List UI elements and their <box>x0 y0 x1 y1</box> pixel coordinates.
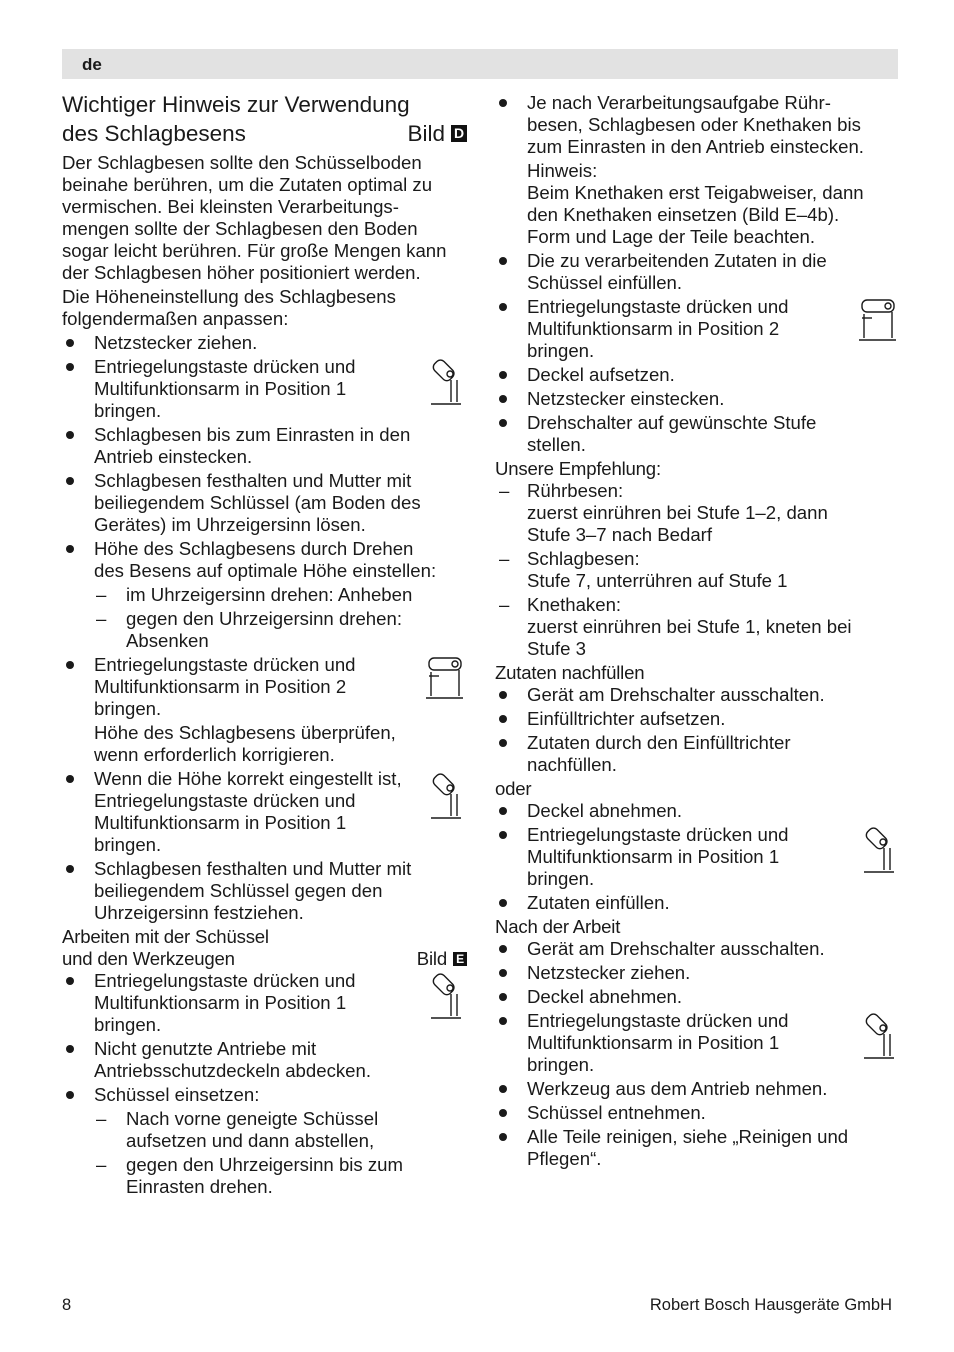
figure-letter-d: D <box>451 125 467 142</box>
text-line: Multifunktionsarm in Position 1 <box>94 992 347 1013</box>
text-line: Zutaten einfüllen. <box>527 892 670 913</box>
text-line: Höhe des Schlagbesens überprüfen, <box>94 722 396 743</box>
text-line: Form und Lage der Teile beachten. <box>527 226 816 247</box>
text-line: bringen. <box>527 1054 595 1075</box>
list-item <box>495 1102 900 1124</box>
text-line: Schüssel entnehmen. <box>527 1102 706 1123</box>
text-line: – Knethaken: <box>527 594 622 615</box>
list-item <box>495 1010 900 1076</box>
dash-item <box>495 548 900 592</box>
figure-reference-e <box>417 948 467 970</box>
text-line: bringen. <box>94 834 162 855</box>
dash-item <box>62 584 467 606</box>
text-line: Netzstecker ziehen. <box>527 962 691 983</box>
section-heading-empfehlung: Unsere Empfehlung: <box>495 458 661 479</box>
section-heading-nach-der-arbeit: Nach der Arbeit <box>495 916 621 937</box>
left-column <box>62 88 467 1200</box>
text-line: Entriegelungstaste drücken und <box>527 824 789 845</box>
text-line: Deckel aufsetzen. <box>527 364 675 385</box>
language-label: de <box>82 55 102 74</box>
text-line: Gerätes) im Uhrzeigersinn lösen. <box>94 514 366 535</box>
text-line: Der Schlagbesen sollte den Schüsselboden <box>62 152 422 173</box>
section-heading-nachfuellen: Zutaten nachfüllen <box>495 662 645 683</box>
text-line: vermischen. Bei kleinsten Verarbeitungs- <box>62 196 399 217</box>
text-line: wenn erforderlich korrigieren. <box>94 744 335 765</box>
list-item <box>495 1078 900 1100</box>
list-item <box>495 986 900 1008</box>
list-item <box>62 1038 467 1082</box>
right-column <box>495 92 900 1172</box>
text-line: besen, Schlagbesen oder Knethaken bis <box>527 114 861 135</box>
text-line: Multifunktionsarm in Position 2 <box>94 676 347 697</box>
list-item <box>495 364 900 386</box>
text-line: zum Einrasten in den Antrieb einstecken. <box>527 136 864 157</box>
figure-reference-d <box>407 119 467 148</box>
text-line: Multifunktionsarm in Position 2 <box>527 318 780 339</box>
text-line: stellen. <box>527 434 586 455</box>
section-heading-schuessel <box>62 926 467 970</box>
text-line: Pflegen“. <box>527 1148 602 1169</box>
text-line: bringen. <box>94 698 162 719</box>
list-item <box>495 684 900 706</box>
text-line: Drehschalter auf gewünschte Stufe <box>527 412 817 433</box>
text-line: Absenken <box>126 630 209 651</box>
list-item <box>495 732 900 776</box>
list-item <box>495 938 900 960</box>
list-item <box>62 332 467 354</box>
list-item <box>495 962 900 984</box>
text-line: Stufe 3 <box>527 638 586 659</box>
arm-position-1-icon <box>862 1012 898 1062</box>
text-line: Entriegelungstaste drücken und <box>94 356 356 377</box>
text-line: beiliegendem Schlüssel gegen den <box>94 880 383 901</box>
list-item <box>495 708 900 730</box>
list-item <box>495 800 900 822</box>
text-line: – Schlagbesen: <box>527 548 640 569</box>
list-item <box>495 824 900 890</box>
text-line: Entriegelungstaste drücken und <box>94 790 356 811</box>
text-line: Höhe des Schlagbesens durch Drehen <box>94 538 414 559</box>
text-line: zuerst einrühren bei Stufe 1, kneten bei <box>527 616 852 637</box>
text-line: beinahe berühren, um die Zutaten optimal zu <box>62 174 433 195</box>
hint-label: Hinweis: <box>527 160 598 181</box>
text-line: beiliegendem Schlüssel (am Boden des <box>94 492 421 513</box>
section-title-schlagbesen <box>62 90 467 148</box>
list-item <box>62 538 467 582</box>
figure-label: Bild <box>407 121 445 146</box>
text-line: Beim Knethaken erst Teigabweiser, dann <box>527 182 864 203</box>
text-line: Wenn die Höhe korrekt eingestellt ist, <box>94 768 402 789</box>
text-line: Gerät am Drehschalter ausschalten. <box>527 938 825 959</box>
figure-label: Bild <box>416 948 447 969</box>
text-line: Stufe 7, unterrühren auf Stufe 1 <box>527 570 788 591</box>
list-item <box>62 470 467 536</box>
heading-line-1: Arbeiten mit der Schüssel <box>62 926 269 947</box>
text-line: der Schlagbesen höher positioniert werden. <box>62 262 421 283</box>
text-line: Uhrzeigersinn festziehen. <box>94 902 304 923</box>
text-line: Gerät am Drehschalter ausschalten. <box>527 684 825 705</box>
text-line: Je nach Verarbeitungsaufgabe Rühr- <box>527 92 831 113</box>
arm-position-1-icon <box>862 826 898 876</box>
text-line: aufsetzen und dann abstellen, <box>126 1130 375 1151</box>
text-line: zuerst einrühren bei Stufe 1–2, dann <box>527 502 828 523</box>
text-line: folgendermaßen anpassen: <box>62 308 289 329</box>
text-line: – Rührbesen: <box>527 480 624 501</box>
title-line-1: Wichtiger Hinweis zur Verwendung <box>62 92 410 117</box>
text-line: bringen. <box>527 868 595 889</box>
list-item <box>495 250 900 294</box>
intro-paragraph-2 <box>62 286 467 330</box>
arm-position-2-icon <box>425 656 465 702</box>
text-line: Nicht genutzte Antriebe mit <box>94 1038 317 1059</box>
title-line-2: des Schlagbesens <box>62 121 246 146</box>
list-item <box>62 858 467 924</box>
text-line: Entriegelungstaste drücken und <box>94 970 356 991</box>
text-line: Antriebsschutzdeckeln abdecken. <box>94 1060 372 1081</box>
list-item <box>62 424 467 468</box>
text-line: Schüssel einfüllen. <box>527 272 683 293</box>
text-line: – gegen den Uhrzeigersinn bis zum <box>126 1154 403 1175</box>
text-line: Entriegelungstaste drücken und <box>94 654 356 675</box>
text-line: nachfüllen. <box>527 754 617 775</box>
list-item <box>62 970 467 1036</box>
list-subtext <box>62 722 467 766</box>
text-line: Einrasten drehen. <box>126 1176 273 1197</box>
arm-position-1-icon <box>429 972 465 1022</box>
text-line: bringen. <box>94 400 162 421</box>
text-line: Multifunktionsarm in Position 1 <box>94 812 347 833</box>
intro-paragraph <box>62 152 467 284</box>
heading-line-2: und den Werkzeugen <box>62 948 235 969</box>
dash-item <box>495 480 900 546</box>
text-line: des Besens auf optimale Höhe einstellen: <box>94 560 437 581</box>
hint-block <box>495 160 900 248</box>
text-line: Netzstecker ziehen. <box>94 332 258 353</box>
list-item <box>495 388 900 410</box>
text-line: Deckel abnehmen. <box>527 986 683 1007</box>
text-line: Zutaten durch den Einfülltrichter <box>527 732 791 753</box>
text-line: Werkzeug aus dem Antrieb nehmen. <box>527 1078 828 1099</box>
oder-label: oder <box>495 778 532 799</box>
list-item <box>495 892 900 914</box>
list-item <box>495 1126 900 1170</box>
text-line: Netzstecker einstecken. <box>527 388 725 409</box>
list-item <box>62 654 467 720</box>
text-line: Deckel abnehmen. <box>527 800 683 821</box>
text-line: Schlagbesen bis zum Einrasten in den <box>94 424 411 445</box>
text-line: Entriegelungstaste drücken und <box>527 1010 789 1031</box>
footer-company: Robert Bosch Hausgeräte GmbH <box>649 1296 892 1314</box>
text-line: Einfülltrichter aufsetzen. <box>527 708 726 729</box>
text-line: den Knethaken einsetzen (Bild E–4b). <box>527 204 840 225</box>
text-line: Schüssel einsetzen: <box>94 1084 260 1105</box>
list-item <box>495 92 900 158</box>
arm-position-2-icon <box>858 298 898 344</box>
list-item <box>62 1084 467 1106</box>
list-item <box>495 412 900 456</box>
arm-position-1-icon <box>429 772 465 822</box>
text-line: Die zu verarbeitenden Zutaten in die <box>527 250 827 271</box>
text-line: Die Höheneinstellung des Schlagbesens <box>62 286 396 307</box>
text-line: – gegen den Uhrzeigersinn drehen: <box>126 608 403 629</box>
text-line: bringen. <box>527 340 595 361</box>
text-line: bringen. <box>94 1014 162 1035</box>
dash-item <box>495 594 900 660</box>
page-number: 8 <box>62 1296 72 1314</box>
text-line: Entriegelungstaste drücken und <box>527 296 789 317</box>
text-line: Schlagbesen festhalten und Mutter mit <box>94 858 412 879</box>
text-line: Alle Teile reinigen, siehe „Reinigen und <box>527 1126 849 1147</box>
text-line: Multifunktionsarm in Position 1 <box>527 1032 780 1053</box>
dash-item <box>62 1154 467 1198</box>
list-item <box>62 768 467 856</box>
text-line: Schlagbesen festhalten und Mutter mit <box>94 470 412 491</box>
dash-item <box>62 608 467 652</box>
text-line: Stufe 3–7 nach Bedarf <box>527 524 713 545</box>
text-line: Antrieb einstecken. <box>94 446 253 467</box>
figure-letter-e: E <box>453 952 467 966</box>
arm-position-1-icon <box>429 358 465 408</box>
text-line: Multifunktionsarm in Position 1 <box>94 378 347 399</box>
language-bar <box>62 49 898 79</box>
text-line: – Nach vorne geneigte Schüssel <box>126 1108 379 1129</box>
list-item <box>62 356 467 422</box>
text-line: – im Uhrzeigersinn drehen: Anheben <box>126 584 413 605</box>
dash-item <box>62 1108 467 1152</box>
text-line: sogar leicht berühren. Für große Mengen kann <box>62 240 447 261</box>
text-line: mengen sollte der Schlagbesen den Boden <box>62 218 418 239</box>
list-item <box>495 296 900 362</box>
text-line: Multifunktionsarm in Position 1 <box>527 846 780 867</box>
